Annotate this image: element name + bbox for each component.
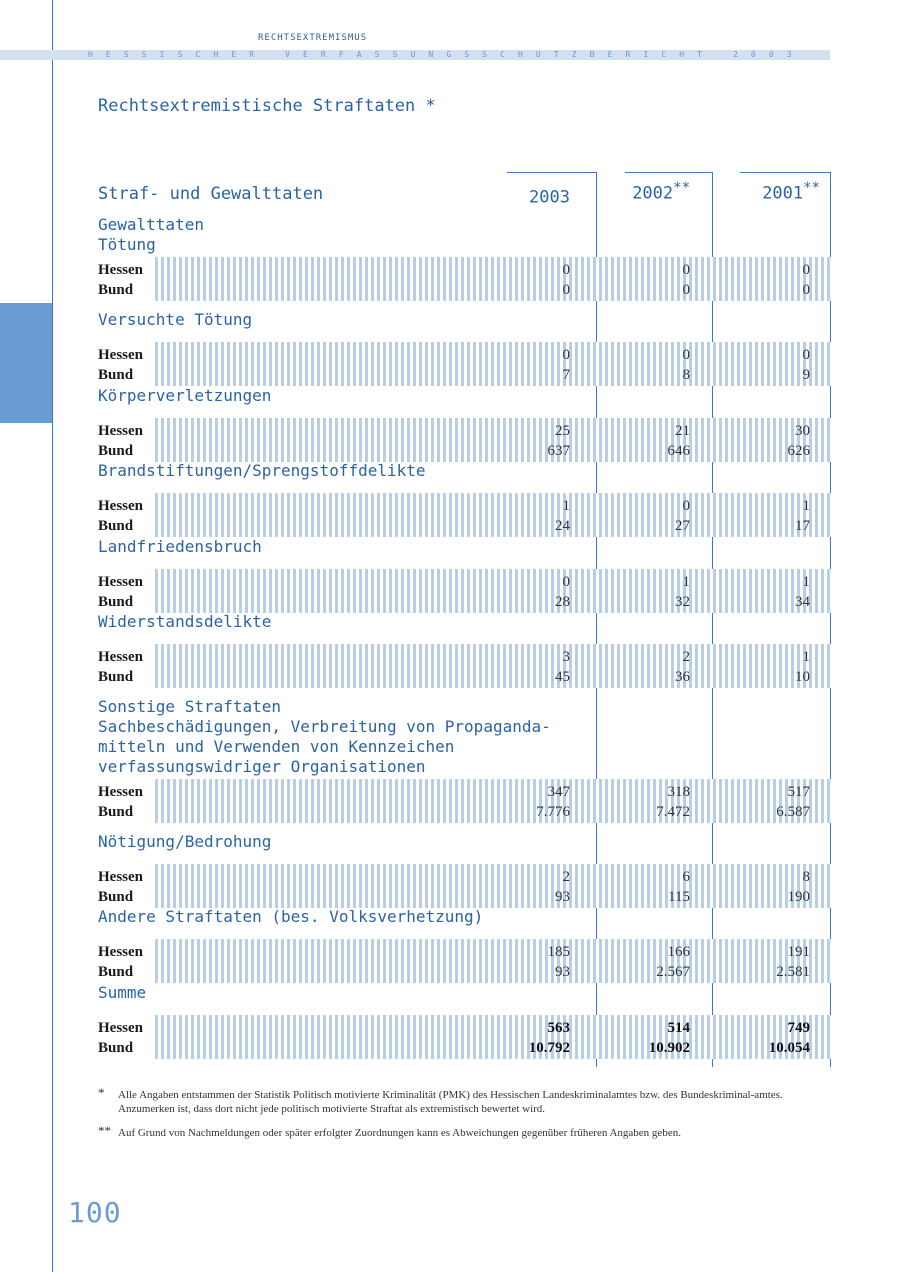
row-stripe — [155, 257, 831, 301]
cell-bund-2001: 190 — [787, 889, 810, 905]
row-label-bund: Bund — [98, 802, 137, 822]
cell-hessen-2002: 0 — [682, 498, 690, 514]
cell-hessen-2001: 30 — [795, 423, 810, 439]
section-heading: Andere Straftaten (bes. Volksverhetzung) — [98, 907, 484, 926]
column-frame-2001 — [740, 172, 831, 1067]
row-label-bund: Bund — [98, 1038, 137, 1058]
row-stripe — [155, 864, 831, 908]
row-label-bund: Bund — [98, 280, 137, 300]
cell-hessen-2002: 2 — [682, 649, 690, 665]
cell-bund-2002: 115 — [668, 889, 690, 905]
footnote-mark: ** — [98, 1123, 111, 1138]
footnote-2 — [98, 1123, 808, 1140]
year-header-2002: 2002** — [632, 180, 690, 204]
cell-bund-2003: 93 — [555, 889, 570, 905]
cell-hessen-2003: 25 — [555, 423, 570, 439]
cell-hessen-2002: 0 — [682, 262, 690, 278]
row-label-bund: Bund — [98, 962, 137, 982]
cell-bund-2003: 7.776 — [536, 804, 570, 820]
cell-hessen-2003: 3 — [562, 649, 570, 665]
column-frame-2002 — [625, 172, 713, 1067]
side-tab — [0, 303, 52, 423]
section-heading: Tötung — [98, 235, 156, 254]
year-header-2001: 2001** — [762, 180, 820, 204]
cell-hessen-2003: 2 — [562, 869, 570, 885]
footnote-mark: * — [98, 1085, 105, 1100]
cell-hessen-2002: 318 — [667, 784, 690, 800]
section-heading: Sachbeschädigungen, Verbreitung von Propaganda- — [98, 717, 551, 736]
cell-hessen-2002: 21 — [675, 423, 690, 439]
cell-bund-2002: 646 — [667, 443, 690, 459]
row-label-bund: Bund — [98, 887, 137, 907]
cell-bund-2002: 10.902 — [648, 1040, 690, 1056]
page-number: 100 — [68, 1196, 122, 1229]
cell-hessen-2002: 166 — [667, 944, 690, 960]
cell-hessen-2001: 1 — [802, 649, 810, 665]
cell-bund-2002: 0 — [682, 282, 690, 298]
cell-bund-2001: 6.587 — [776, 804, 810, 820]
row-label-hessen: Hessen — [98, 782, 147, 802]
column-frame-2003 — [507, 172, 597, 1067]
page-title: Rechtsextremistische Straftaten * — [98, 96, 436, 116]
row-label-hessen: Hessen — [98, 345, 147, 365]
cell-bund-2001: 626 — [787, 443, 810, 459]
cell-bund-2001: 2.581 — [776, 964, 810, 980]
row-label-hessen: Hessen — [98, 867, 147, 887]
row-label-bund: Bund — [98, 516, 137, 536]
row-label-hessen: Hessen — [98, 1018, 147, 1038]
cell-hessen-2001: 1 — [802, 574, 810, 590]
cell-hessen-2003: 347 — [547, 784, 570, 800]
cell-hessen-2003: 0 — [562, 262, 570, 278]
footnote-1 — [98, 1085, 808, 1116]
section-heading: Landfriedensbruch — [98, 537, 262, 556]
section-heading: Brandstiftungen/Sprengstoffdelikte — [98, 461, 426, 480]
footnote-text: Auf Grund von Nachmeldungen oder später erfolgter Zuordnungen kann es Abweichungen gegenüber früheren Angaben geben. — [118, 1127, 681, 1139]
cell-hessen-2003: 1 — [562, 498, 570, 514]
table-header-label: Straf- und Gewalttaten — [98, 184, 324, 204]
year-header-2003: 2003 — [529, 187, 570, 208]
cell-bund-2001: 9 — [802, 367, 810, 383]
row-stripe — [155, 644, 831, 688]
row-label-hessen: Hessen — [98, 421, 147, 441]
cell-bund-2002: 36 — [675, 669, 690, 685]
cell-bund-2003: 93 — [555, 964, 570, 980]
cell-bund-2003: 10.792 — [528, 1040, 570, 1056]
row-stripe — [155, 418, 831, 462]
row-stripe — [155, 1015, 831, 1059]
cell-bund-2003: 0 — [562, 282, 570, 298]
row-label-hessen: Hessen — [98, 647, 147, 667]
section-heading: Gewalttaten — [98, 215, 204, 234]
cell-bund-2001: 10 — [795, 669, 810, 685]
cell-hessen-2002: 1 — [682, 574, 690, 590]
footnote-text: Alle Angaben entstammen der Statistik Politisch motivierte Kriminalität (PMK) des Hessischen Landeskriminalamtes bzw. des Bundeskriminal-amtes. Anzumerken ist, dass dort nicht jede politisch motivierte Straftat als extremistisch bewertet wird. — [118, 1089, 783, 1115]
cell-hessen-2001: 0 — [802, 262, 810, 278]
section-heading: Versuchte Tötung — [98, 310, 253, 329]
left-margin-rule — [52, 0, 53, 1272]
cell-bund-2001: 0 — [802, 282, 810, 298]
cell-bund-2002: 2.567 — [656, 964, 690, 980]
row-label-hessen: Hessen — [98, 496, 147, 516]
cell-hessen-2003: 563 — [547, 1020, 570, 1036]
section-heading: Widerstandsdelikte — [98, 612, 272, 631]
row-label-bund: Bund — [98, 667, 137, 687]
row-stripe — [155, 569, 831, 613]
cell-hessen-2003: 185 — [547, 944, 570, 960]
cell-bund-2002: 32 — [675, 594, 690, 610]
row-label-bund: Bund — [98, 365, 137, 385]
running-title: RECHTSEXTREMISMUS — [258, 33, 368, 43]
cell-hessen-2002: 514 — [667, 1020, 690, 1036]
cell-hessen-2001: 8 — [802, 869, 810, 885]
row-stripe — [155, 939, 831, 983]
row-stripe — [155, 779, 831, 823]
section-heading: Summe — [98, 983, 147, 1002]
cell-hessen-2003: 0 — [562, 574, 570, 590]
cell-bund-2001: 10.054 — [768, 1040, 810, 1056]
cell-bund-2003: 24 — [555, 518, 570, 534]
cell-hessen-2003: 0 — [562, 347, 570, 363]
band-text: HESSISCHER VERFASSUNGSSCHUTZBERICHT 2003 — [88, 50, 805, 59]
row-label-hessen: Hessen — [98, 260, 147, 280]
row-label-bund: Bund — [98, 592, 137, 612]
section-heading: mitteln und Verwenden von Kennzeichen — [98, 737, 455, 756]
row-stripe — [155, 342, 831, 386]
cell-hessen-2001: 517 — [787, 784, 810, 800]
cell-hessen-2002: 6 — [682, 869, 690, 885]
section-heading: Nötigung/Bedrohung — [98, 832, 272, 851]
cell-bund-2003: 28 — [555, 594, 570, 610]
cell-hessen-2002: 0 — [682, 347, 690, 363]
row-label-hessen: Hessen — [98, 942, 147, 962]
cell-bund-2002: 7.472 — [656, 804, 690, 820]
cell-bund-2002: 8 — [682, 367, 690, 383]
cell-bund-2002: 27 — [675, 518, 690, 534]
cell-hessen-2001: 749 — [787, 1020, 810, 1036]
row-stripe — [155, 493, 831, 537]
cell-hessen-2001: 0 — [802, 347, 810, 363]
cell-hessen-2001: 1 — [802, 498, 810, 514]
cell-bund-2001: 34 — [795, 594, 810, 610]
row-label-hessen: Hessen — [98, 572, 147, 592]
section-heading: Sonstige Straftaten — [98, 697, 282, 716]
cell-hessen-2001: 191 — [787, 944, 810, 960]
section-heading: verfassungswidriger Organisationen — [98, 757, 426, 776]
cell-bund-2001: 17 — [795, 518, 810, 534]
cell-bund-2003: 7 — [562, 367, 570, 383]
cell-bund-2003: 637 — [547, 443, 570, 459]
section-heading: Körperverletzungen — [98, 386, 272, 405]
row-label-bund: Bund — [98, 441, 137, 461]
cell-bund-2003: 45 — [555, 669, 570, 685]
